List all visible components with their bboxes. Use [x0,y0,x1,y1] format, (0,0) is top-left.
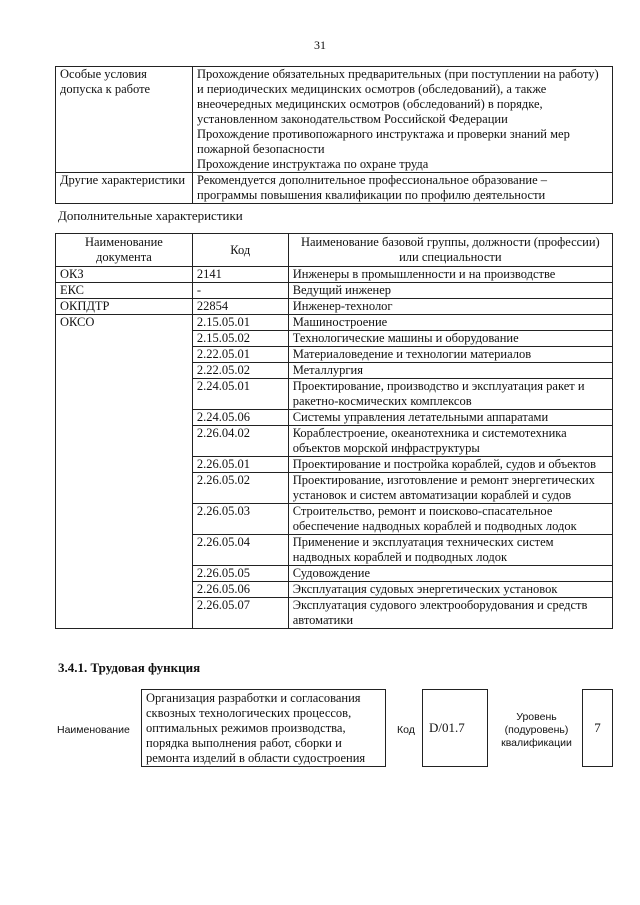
group-name-cell: Технологические машины и оборудование [288,331,612,347]
code-cell: 2.26.04.02 [192,426,288,457]
document-cell: ЕКС [56,283,193,299]
function-code-label: Код [397,724,415,736]
additional-characteristics-title: Дополнительные характеристики [58,208,243,223]
group-name-cell: Материаловедение и технологии материалов [288,347,612,363]
group-name-cell: Судовождение [288,566,612,582]
table-header-row [56,234,613,267]
group-name-cell: Ведущий инженер [288,283,612,299]
condition-line: Прохождение обязательных предварительных (при поступлении на работу) и периодических медицинских осмотров (обследований), а также внеочередных медицинских осмотров (обследований) в порядке, установленном законодательством Российской Федерации [197,67,599,126]
table-row [56,315,613,331]
conditions-row [56,67,613,173]
code-cell: 2.22.05.02 [192,363,288,379]
header-document: Наименование документа [56,234,193,267]
condition-value [193,173,613,204]
code-cell: 22854 [192,299,288,315]
qualification-level-field: 7 [582,689,613,767]
additional-characteristics-table [55,233,613,629]
document-cell: ОКЗ [56,267,193,283]
code-cell: 2.26.05.07 [192,598,288,629]
code-cell: - [192,283,288,299]
group-name-cell: Машиностроение [288,315,612,331]
code-cell: 2.24.05.01 [192,379,288,410]
labor-function-title: 3.4.1. Трудовая функция [58,660,201,675]
group-name-cell: Проектирование, изготовление и ремонт энергетических установок и систем автоматизации кораблей и судов [288,473,612,504]
code-cell: 2.15.05.02 [192,331,288,347]
group-name-cell: Применение и эксплуатация технических систем надводных кораблей и подводных лодок [288,535,612,566]
header-code: Код [192,234,288,267]
document-cell: ОКСО [56,315,193,629]
group-name-cell: Металлургия [288,363,612,379]
page-number: 31 [314,38,326,52]
function-name-field: Организация разработки и согласования сквозных технологических процессов, оптимальных режимов производства, порядка выполнения работ, сборки и ремонта изделий в области судостроения [141,689,386,767]
condition-line: Рекомендуется дополнительное профессиональное образование – программы повышения квалификации по профилю деятельности [197,173,548,202]
table-row [56,283,613,299]
code-cell: 2.22.05.01 [192,347,288,363]
qualification-level-label: Уровень (подуровень) квалификации [501,711,572,749]
condition-value [193,67,613,173]
group-name-cell: Системы управления летательными аппаратами [288,410,612,426]
table-row [56,299,613,315]
group-name-cell: Кораблестроение, океанотехника и системотехника объектов морской инфраструктуры [288,426,612,457]
group-name-cell: Эксплуатация судового электрооборудования и средств автоматики [288,598,612,629]
code-cell: 2.26.05.05 [192,566,288,582]
group-name-cell: Строительство, ремонт и поисково-спасательное обеспечение надводных кораблей и подводных лодок [288,504,612,535]
group-name-cell: Проектирование и постройка кораблей, судов и объектов [288,457,612,473]
code-cell: 2.24.05.06 [192,410,288,426]
table-row [56,267,613,283]
code-cell: 2.26.05.01 [192,457,288,473]
condition-label: Другие характеристики [56,173,193,204]
function-name-label: Наименование [57,724,130,736]
conditions-table [55,66,613,204]
group-name-cell: Инженер-технолог [288,299,612,315]
code-cell: 2.26.05.03 [192,504,288,535]
condition-label: Особые условия допуска к работе [56,67,193,173]
document-cell: ОКПДТР [56,299,193,315]
condition-line: Прохождение противопожарного инструктажа и проверки знаний мер пожарной безопасности [197,127,570,156]
code-cell: 2.26.05.02 [192,473,288,504]
function-code-field: D/01.7 [422,689,488,767]
group-name-cell: Эксплуатация судовых энергетических установок [288,582,612,598]
code-cell: 2.15.05.01 [192,315,288,331]
conditions-row [56,173,613,204]
group-name-cell: Проектирование, производство и эксплуатация ракет и ракетно-космических комплексов [288,379,612,410]
group-name-cell: Инженеры в промышленности и на производстве [288,267,612,283]
condition-line: Прохождение инструктажа по охране труда [197,157,429,171]
header-group-name: Наименование базовой группы, должности (профессии) или специальности [288,234,612,267]
code-cell: 2.26.05.04 [192,535,288,566]
code-cell: 2.26.05.06 [192,582,288,598]
code-cell: 2141 [192,267,288,283]
